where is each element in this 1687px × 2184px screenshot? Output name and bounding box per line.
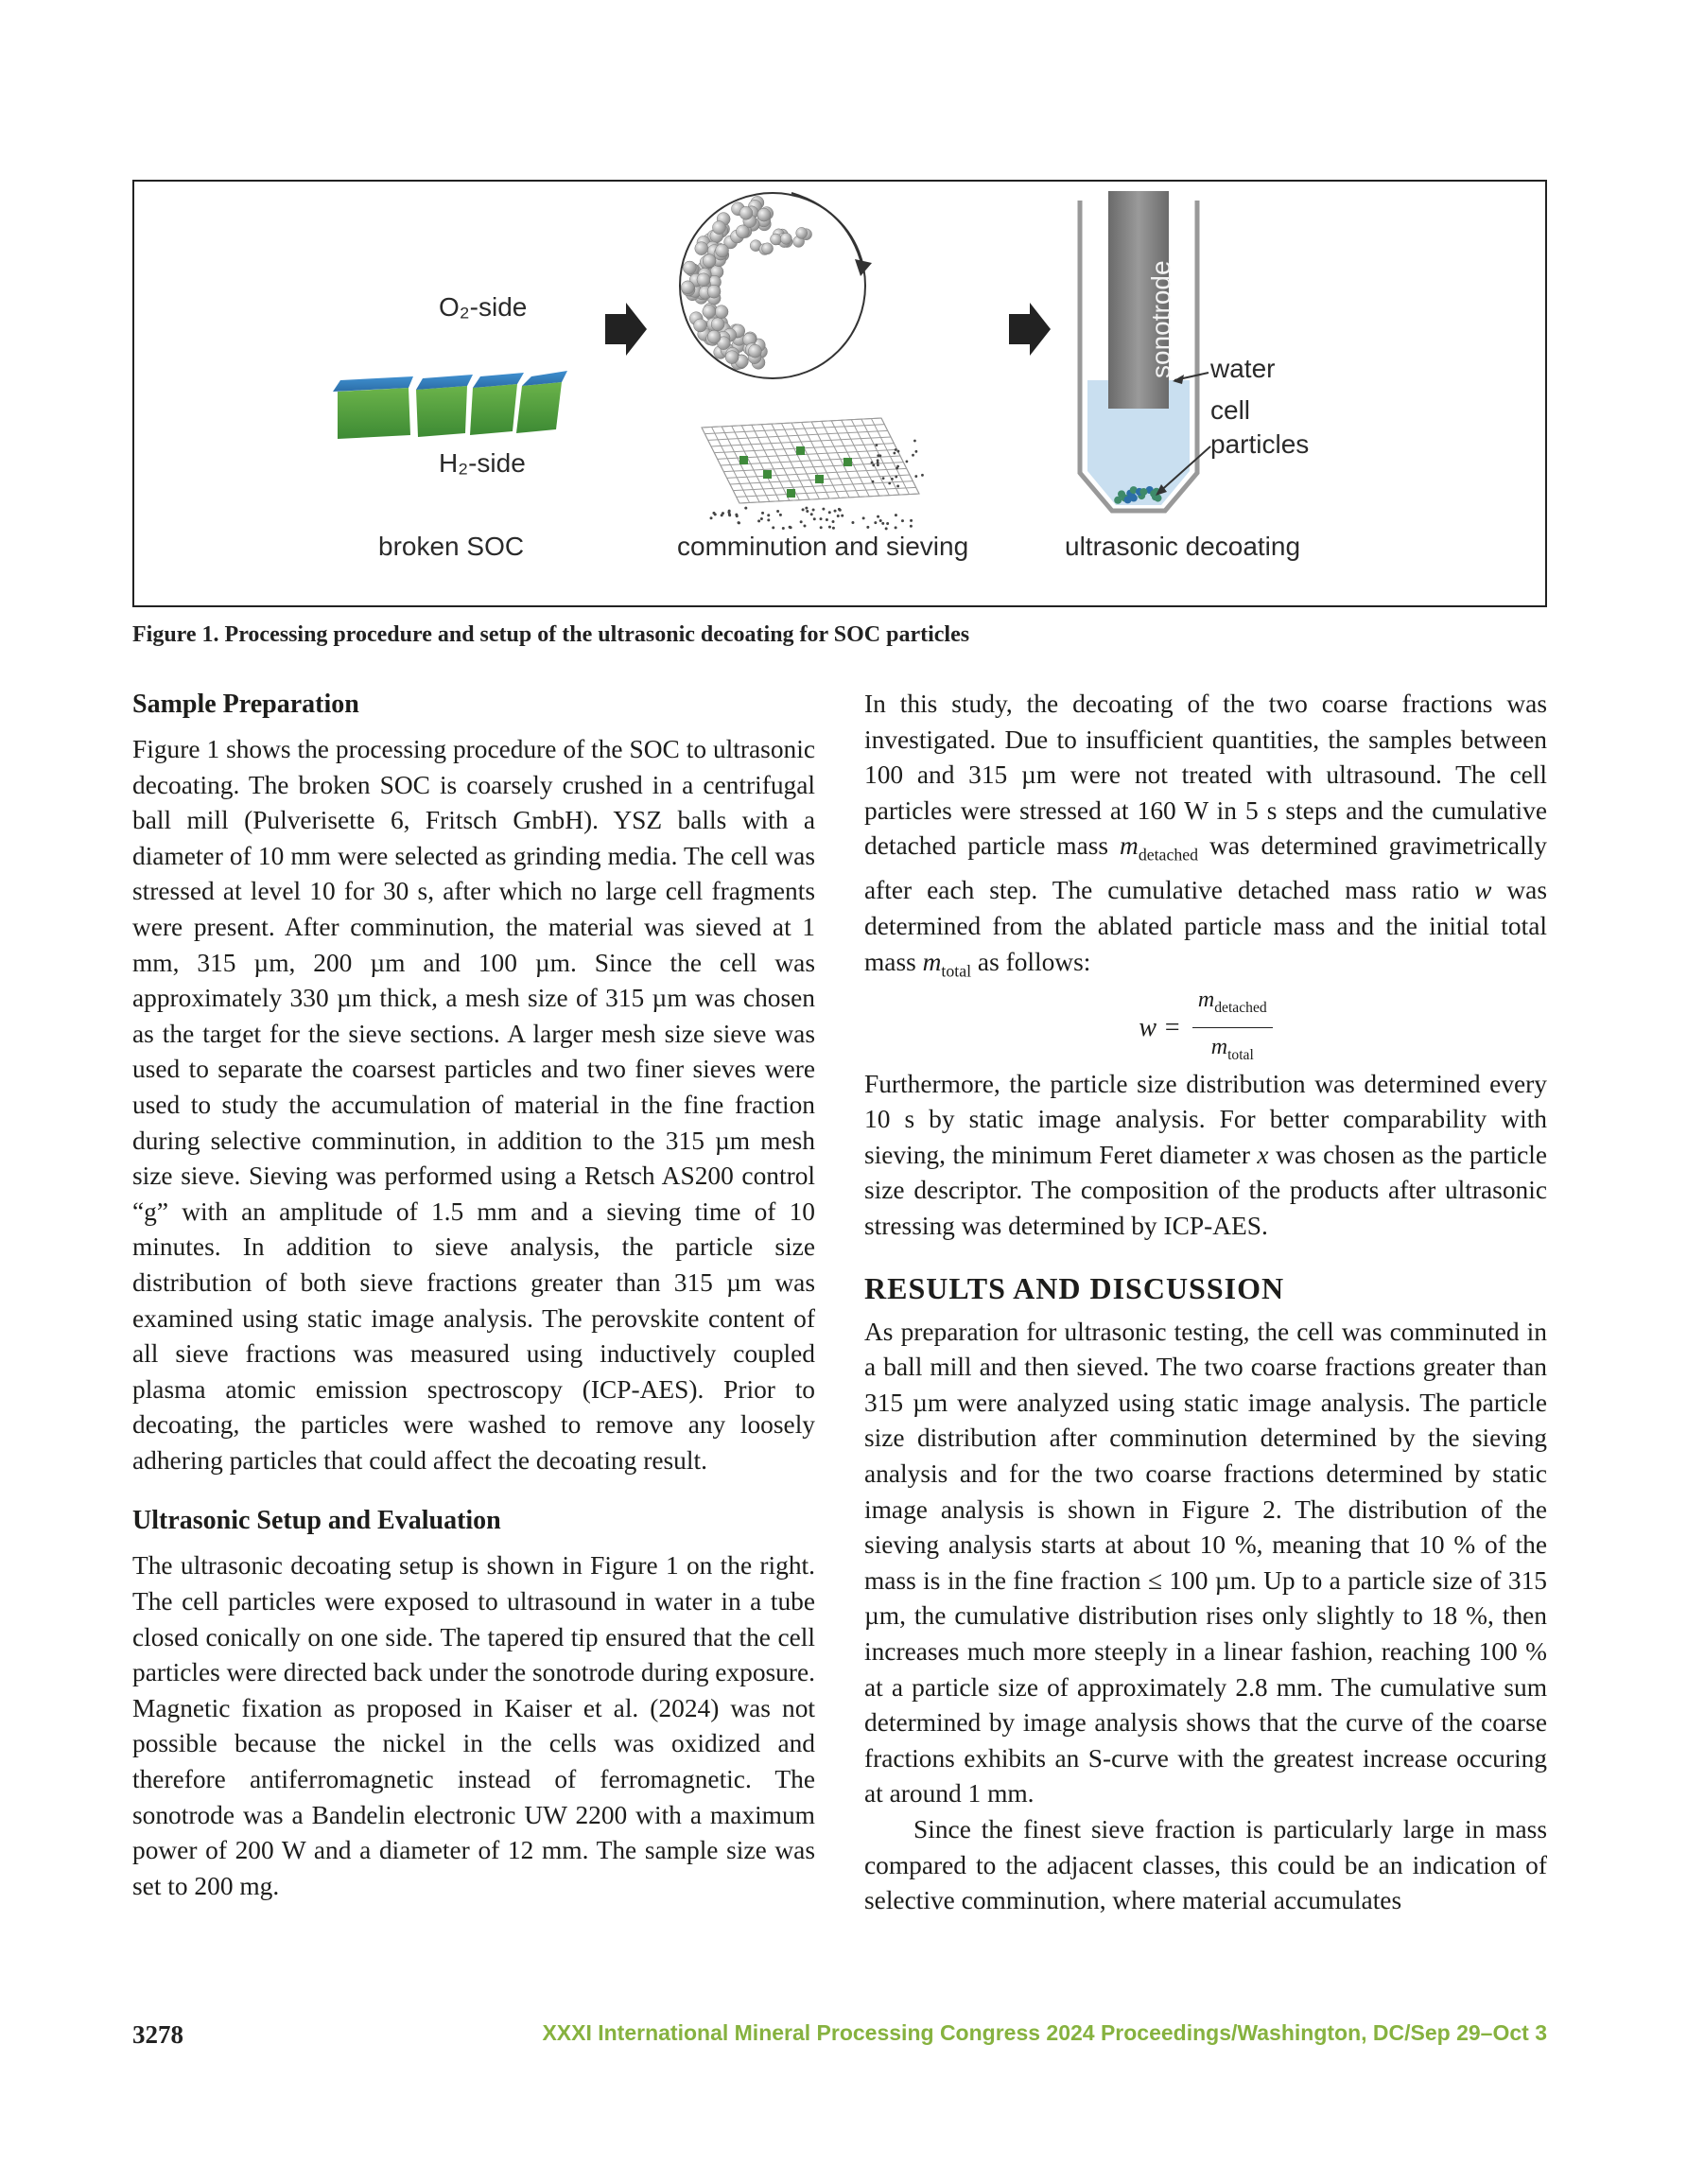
arrow-right-icon	[1009, 303, 1051, 356]
panel-label-broken-soc: broken SOC	[378, 532, 525, 561]
water-label: water	[1210, 354, 1276, 383]
paragraph-sample-preparation: Figure 1 shows the processing procedure of the SOC to ultrasonic decoating. The broken SOC is coarsely crushed in a centrifugal ball mill (Pulverisette 6, Fritsch GmbH). YSZ balls with a diameter of 10 mm were selected as grinding media. The cell was stressed at level 10 for 30 s, after which no large cell fragments were present. After comminution, the material was sieved at 1 mm, 315 µm, 200 µm and 100 µm. Since the cell was approximately 330 µm thick, a mesh size of 315 µm was chosen as the target for the sieve sections. A larger mesh size sieve was used to separate the coarsest particles and two finer sieves were used to study the accumulation of material in the fine fraction during selective comminution, in addition to the 315 µm mesh size sieve. Sieving was performed using a Retsch AS200 control “g” with an amplitude of 1.5 mm and a sieving time of 10 minutes. In addition to sieve analysis, the particle size distribution of both sieve fractions greater than 315 µm was examined using static image analysis. The perovskite content of all sieve fractions was measured using inductively coupled plasma atomic emission spectroscopy (ICP-AES). Prior to decoating, the particles were washed to remove any loosely adhering particles that could affect the decoating result.	[132, 735, 815, 1475]
figure-caption: Figure 1. Processing procedure and setup of the ultrasonic decoating for SOC particles	[132, 622, 970, 647]
section-heading-results: RESULTS AND DISCUSSION	[864, 1270, 1285, 1305]
paragraph-selective-comminution: Since the finest sieve fraction is particularly large in mass compared to the adjacent classes, this could be an indication of selective comminution, where material accumulates	[864, 1814, 1547, 1915]
paragraph-decoating-study: In this study, the decoating of the two coarse fractions was investigated. Due to insufficient quantities, the samples between 100 and 315 µm were not treated with ultrasound. The cell particles were stressed at 160 W in 5 s steps and the cumulative detached particle mass $m_{detached}$ was determined gravimetrically after each step. The cumulative detached mass ratio w was determined from the ablated particle mass and the initial total mass $m_{total}$ as follows:	[864, 690, 1547, 981]
broken-soc-fragments	[333, 371, 567, 439]
right-column	[864, 687, 1547, 1919]
paragraph-ultrasonic-setup: The ultrasonic decoating setup is shown in Figure 1 on the right. The cell particles were exposed to ultrasound in water in a tube closed conically on one side. The tapered tip ensured that the cell particles were directed back under the sonotrode during exposure. Magnetic fixation as proposed in Kaiser et al. (2024) was not possible because the nickel in the cells was oxidized and therefore antiferromagnetic instead of ferromagnetic. The sonotrode was a Bandelin electronic UW 2200 with a maximum power of 200 W and a diameter of 12 mm. The sample size was set to 200 mg.	[132, 1551, 815, 1900]
arrow-right-icon	[605, 303, 647, 356]
ultrasonic-tube	[1080, 191, 1210, 511]
figure-1	[132, 180, 1547, 607]
panel-label-ultrasonic: ultrasonic decoating	[1065, 532, 1301, 561]
conference-footer: XXXI International Mineral Processing Congress 2024 Proceedings/Washington, DC/Sep 29–Oct 3	[542, 2020, 1547, 2045]
paragraph-size-distribution: Furthermore, the particle size distribution was determined every 10 s by static image analysis. For better comparability with sieving, the minimum Feret diameter x was chosen as the particle size descriptor. The composition of the products after ultrasonic stressing was determined by ICP-AES.	[864, 1069, 1548, 1241]
paragraph-results: As preparation for ultrasonic testing, the cell was comminuted in a ball mill and then sieved. The two coarse fractions greater than 315 µm were analyzed using static image analysis. The particle size distribution after comminution determined by the sieving analysis and for the two coarse fractions determined by static image analysis is shown in Figure 2. The distribution of the sieving analysis starts at about 10 %, meaning that 10 % of the mass is in the fine fraction ≤ 100 µm. Up to a particle size of 315 µm, the cumulative distribution rises only slightly to 18 %, then increases much more steeply in a linear fashion, reaching 100 % at a particle size of approximately 2.8 mm. The cumulative sum determined by image analysis shows that the curve of the coarse fractions exhibits an S-curve with the greatest increase occuring at around 1 mm.	[864, 1317, 1547, 1808]
sieve-mesh	[702, 418, 924, 530]
section-heading-ultrasonic-setup: Ultrasonic Setup and Evaluation	[132, 1506, 501, 1536]
panel-label-comminution: comminution and sieving	[677, 532, 969, 561]
particles-label: particles	[1210, 429, 1310, 459]
page-number: 3278	[132, 2020, 183, 2049]
o2-side-label: O₂-side	[439, 292, 528, 322]
left-column	[132, 687, 815, 1904]
equation-mass-ratio: w = $\frac{m_{detached}}{m_{total}}$	[864, 995, 1547, 1061]
sonotrode-label: sonotrode	[1146, 260, 1175, 378]
cell-label: cell	[1210, 395, 1251, 425]
h2-side-label: H₂-side	[439, 448, 526, 478]
section-heading-sample-preparation: Sample Preparation	[132, 690, 359, 719]
